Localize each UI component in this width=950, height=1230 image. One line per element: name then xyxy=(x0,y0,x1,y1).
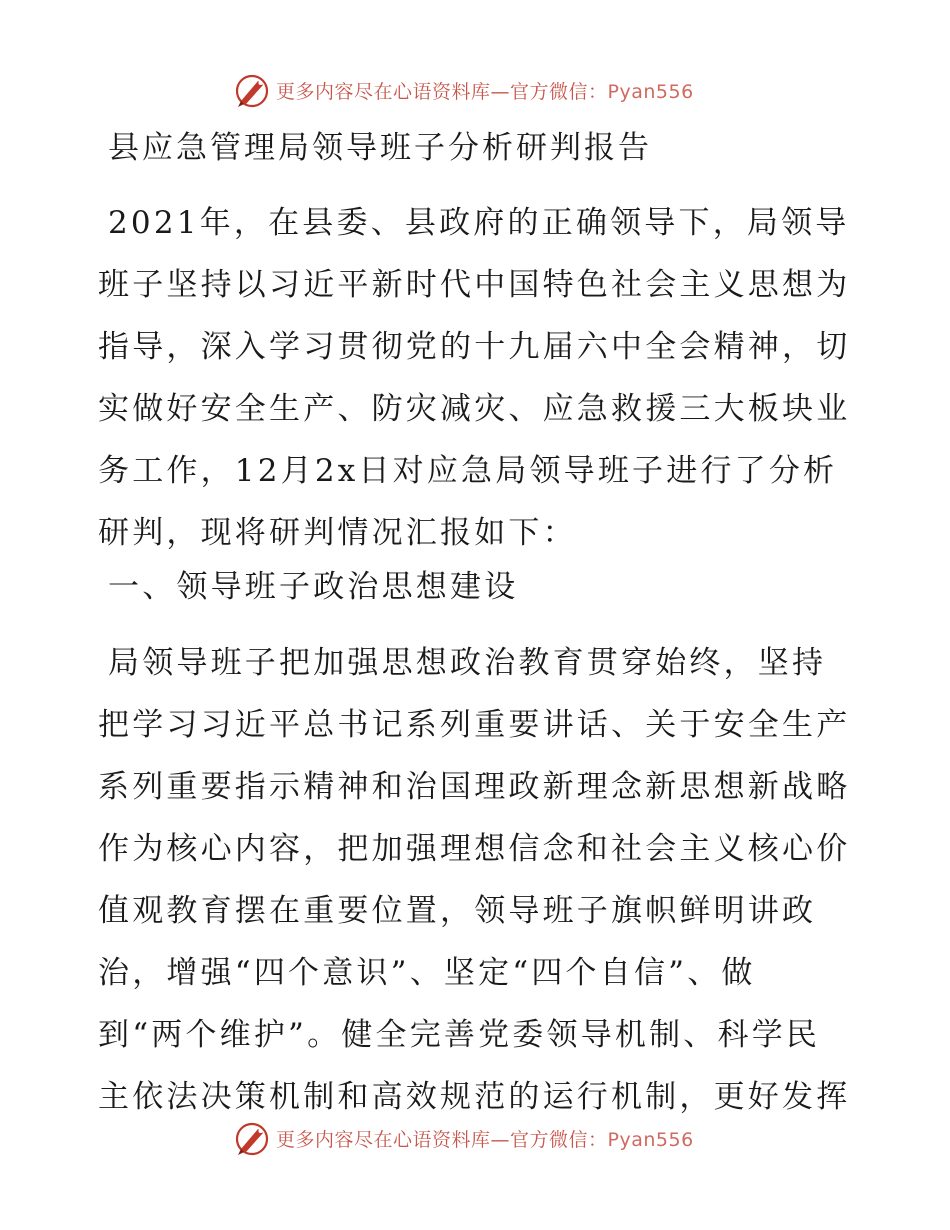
banner-label: 更多内容尽在心语资料库—官方微信： xyxy=(276,1128,608,1151)
banner-wechat-id: Pyan556 xyxy=(607,1128,694,1151)
text-line: 把学习习近平总书记系列重要讲话、关于安全生产 xyxy=(98,707,851,743)
text-line: 实做好安全生产、防灾减灾、应急救援三大板块业 xyxy=(98,391,851,427)
banner-text xyxy=(276,1125,694,1152)
document-title: 县应急管理局领导班子分析研判报告 xyxy=(108,130,652,166)
banner-label: 更多内容尽在心语资料库—官方微信： xyxy=(276,80,608,103)
pen-logo-icon xyxy=(232,70,272,110)
banner-wechat-id: Pyan556 xyxy=(607,80,694,103)
text-line: 作为核心内容，把加强理想信念和社会主义核心价 xyxy=(98,831,851,867)
text-line: 班子坚持以习近平新时代中国特色社会主义思想为 xyxy=(98,267,851,303)
text-line: 到“两个维护”。健全完善党委领导机制、科学民 xyxy=(98,1017,821,1053)
pen-logo-icon xyxy=(232,1118,272,1158)
text-line: 务工作，12月2x日对应急局领导班子进行了分析 xyxy=(98,453,838,489)
text-line: 主依法决策机制和高效规范的运行机制，更好发挥 xyxy=(98,1079,851,1115)
paragraph-intro xyxy=(98,192,850,564)
text-line: 治，增强“四个意识”、坚定“四个自信”、做 xyxy=(98,955,756,991)
footer-watermark-banner xyxy=(232,1118,694,1158)
text-line: 局领导班子把加强思想政治教育贯穿始终，坚持 xyxy=(108,645,827,681)
text-line: 研判，现将研判情况汇报如下： xyxy=(98,515,577,551)
text-line: 值观教育摆在重要位置，领导班子旗帜鲜明讲政 xyxy=(98,893,817,929)
text-line: 指导，深入学习贯彻党的十九届六中全会精神，切 xyxy=(98,329,851,365)
text-line: 2021年，在县委、县政府的正确领导下，局领导 xyxy=(108,205,850,241)
section-heading-1: 一、领导班子政治思想建设 xyxy=(108,569,519,605)
text-line: 系列重要指示精神和治国理政新理念新思想新战略 xyxy=(98,769,851,805)
header-watermark-banner xyxy=(232,70,694,110)
paragraph-political-thought xyxy=(98,632,850,1128)
banner-text xyxy=(276,77,694,104)
